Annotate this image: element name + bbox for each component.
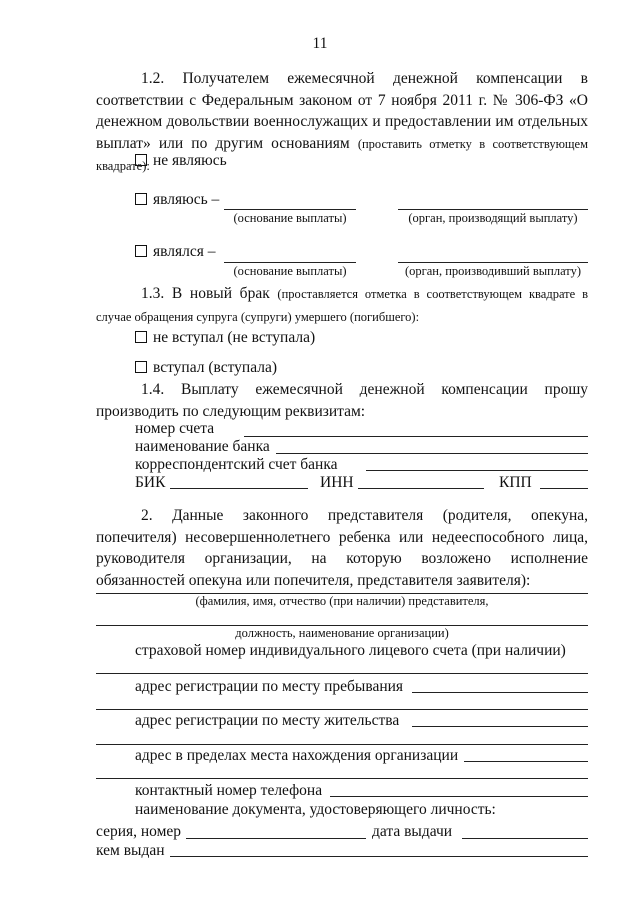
- address-stay-label: адрес регистрации по месту пребывания: [135, 678, 404, 695]
- option-was-recipient[interactable]: [135, 241, 215, 262]
- section-2-text: 2. Данные законного представителя (родителя, опекуна, попечителя) несовершеннолетнего ребенка или недееспособного лица, руководителя организации, на которую возложено исполнение обязанностей опекуна или попечителя, представителя заявителя):: [96, 507, 588, 589]
- account-label: номер счета: [135, 420, 215, 437]
- basis-field-past[interactable]: [224, 262, 356, 263]
- phone-field[interactable]: [330, 796, 588, 797]
- checkbox-is-recipient[interactable]: [135, 193, 147, 205]
- caption-representative-fio: (фамилия, имя, отчество (при наличии) представителя,: [195, 594, 489, 608]
- account-field[interactable]: [244, 436, 588, 437]
- phone-label: контактный номер телефона: [135, 782, 323, 799]
- inn-label: ИНН: [320, 474, 354, 491]
- page-number: 11: [312, 35, 328, 52]
- section-1-3-note: (проставляется отметка в соответствующем квадрате в случае обращения супруга (супруги) умершего (погибшего):: [96, 287, 589, 324]
- bik-field[interactable]: [170, 488, 308, 489]
- address-org-label: адрес в пределах места нахождения организации: [135, 747, 459, 764]
- section-1-3-main: 1.3. В новый брак: [141, 285, 270, 302]
- address-live-field-inline[interactable]: [412, 726, 588, 727]
- issue-date-field[interactable]: [462, 838, 588, 839]
- checkbox-not-recipient[interactable]: [135, 154, 147, 166]
- inn-field[interactable]: [358, 488, 484, 489]
- address-org-field-inline[interactable]: [464, 761, 588, 762]
- checkbox-married[interactable]: [135, 361, 147, 373]
- corr-account-label: корреспондентский счет банка: [135, 456, 338, 473]
- address-live-label: адрес регистрации по месту жительства: [135, 712, 400, 729]
- issued-by-label: кем выдан: [96, 842, 165, 859]
- kpp-label: КПП: [499, 474, 532, 491]
- snils-field[interactable]: [96, 673, 588, 674]
- option-married[interactable]: [135, 357, 277, 378]
- option-not-recipient-label: не являюсь: [153, 152, 227, 169]
- option-not-recipient[interactable]: [135, 150, 227, 171]
- option-was-recipient-label: являлся –: [153, 243, 216, 260]
- option-not-married[interactable]: [135, 327, 315, 348]
- option-is-recipient[interactable]: [135, 189, 219, 210]
- option-not-married-label: не вступал (не вступала): [153, 329, 316, 346]
- address-stay-field-inline[interactable]: [412, 692, 588, 693]
- checkbox-was-recipient[interactable]: [135, 245, 147, 257]
- series-number-label: серия, номер: [96, 823, 182, 840]
- issued-by-field[interactable]: [170, 856, 588, 857]
- checkbox-not-married[interactable]: [135, 331, 147, 343]
- org-field-past[interactable]: [398, 262, 588, 263]
- section-1-3-text: [96, 283, 588, 328]
- bank-name-label: наименование банка: [135, 438, 270, 455]
- caption-basis-past: (основание выплаты): [233, 264, 347, 278]
- section-1-2-note: (проставить отметку в соответствующем квадрате):: [96, 136, 588, 173]
- kpp-field[interactable]: [540, 488, 588, 489]
- caption-representative-position: должность, наименование организации): [235, 626, 449, 640]
- address-org-field[interactable]: [96, 778, 588, 779]
- option-married-label: вступал (вступала): [153, 359, 278, 376]
- bik-label: БИК: [135, 474, 166, 491]
- caption-basis-current: (основание выплаты): [233, 211, 347, 225]
- org-field-current[interactable]: [398, 209, 588, 210]
- caption-org-past: (орган, производивший выплату): [404, 264, 582, 278]
- issue-date-label: дата выдачи: [372, 823, 453, 840]
- option-is-recipient-label: являюсь –: [153, 191, 220, 208]
- basis-field-current[interactable]: [224, 209, 356, 210]
- snils-label: страховой номер индивидуального лицевого счета (при наличии): [135, 642, 566, 659]
- id-document-label: наименование документа, удостоверяющего личность:: [135, 801, 496, 818]
- section-1-2-main: 1.2. Получателем ежемесячной денежной компенсации в соответствии с Федеральным законом от 7 ноября 2011 г. № 306-ФЗ «О денежном довольствии военнослужащих и предоставлении им отдельных выплат» или по другим основаниям: [96, 70, 588, 152]
- section-1-4-text: 1.4. Выплату ежемесячной денежной компенсации прошу производить по следующим реквизитам:: [96, 381, 588, 420]
- series-number-field[interactable]: [186, 838, 366, 839]
- corr-account-field[interactable]: [366, 470, 588, 471]
- caption-org-current: (орган, производящий выплату): [408, 211, 578, 225]
